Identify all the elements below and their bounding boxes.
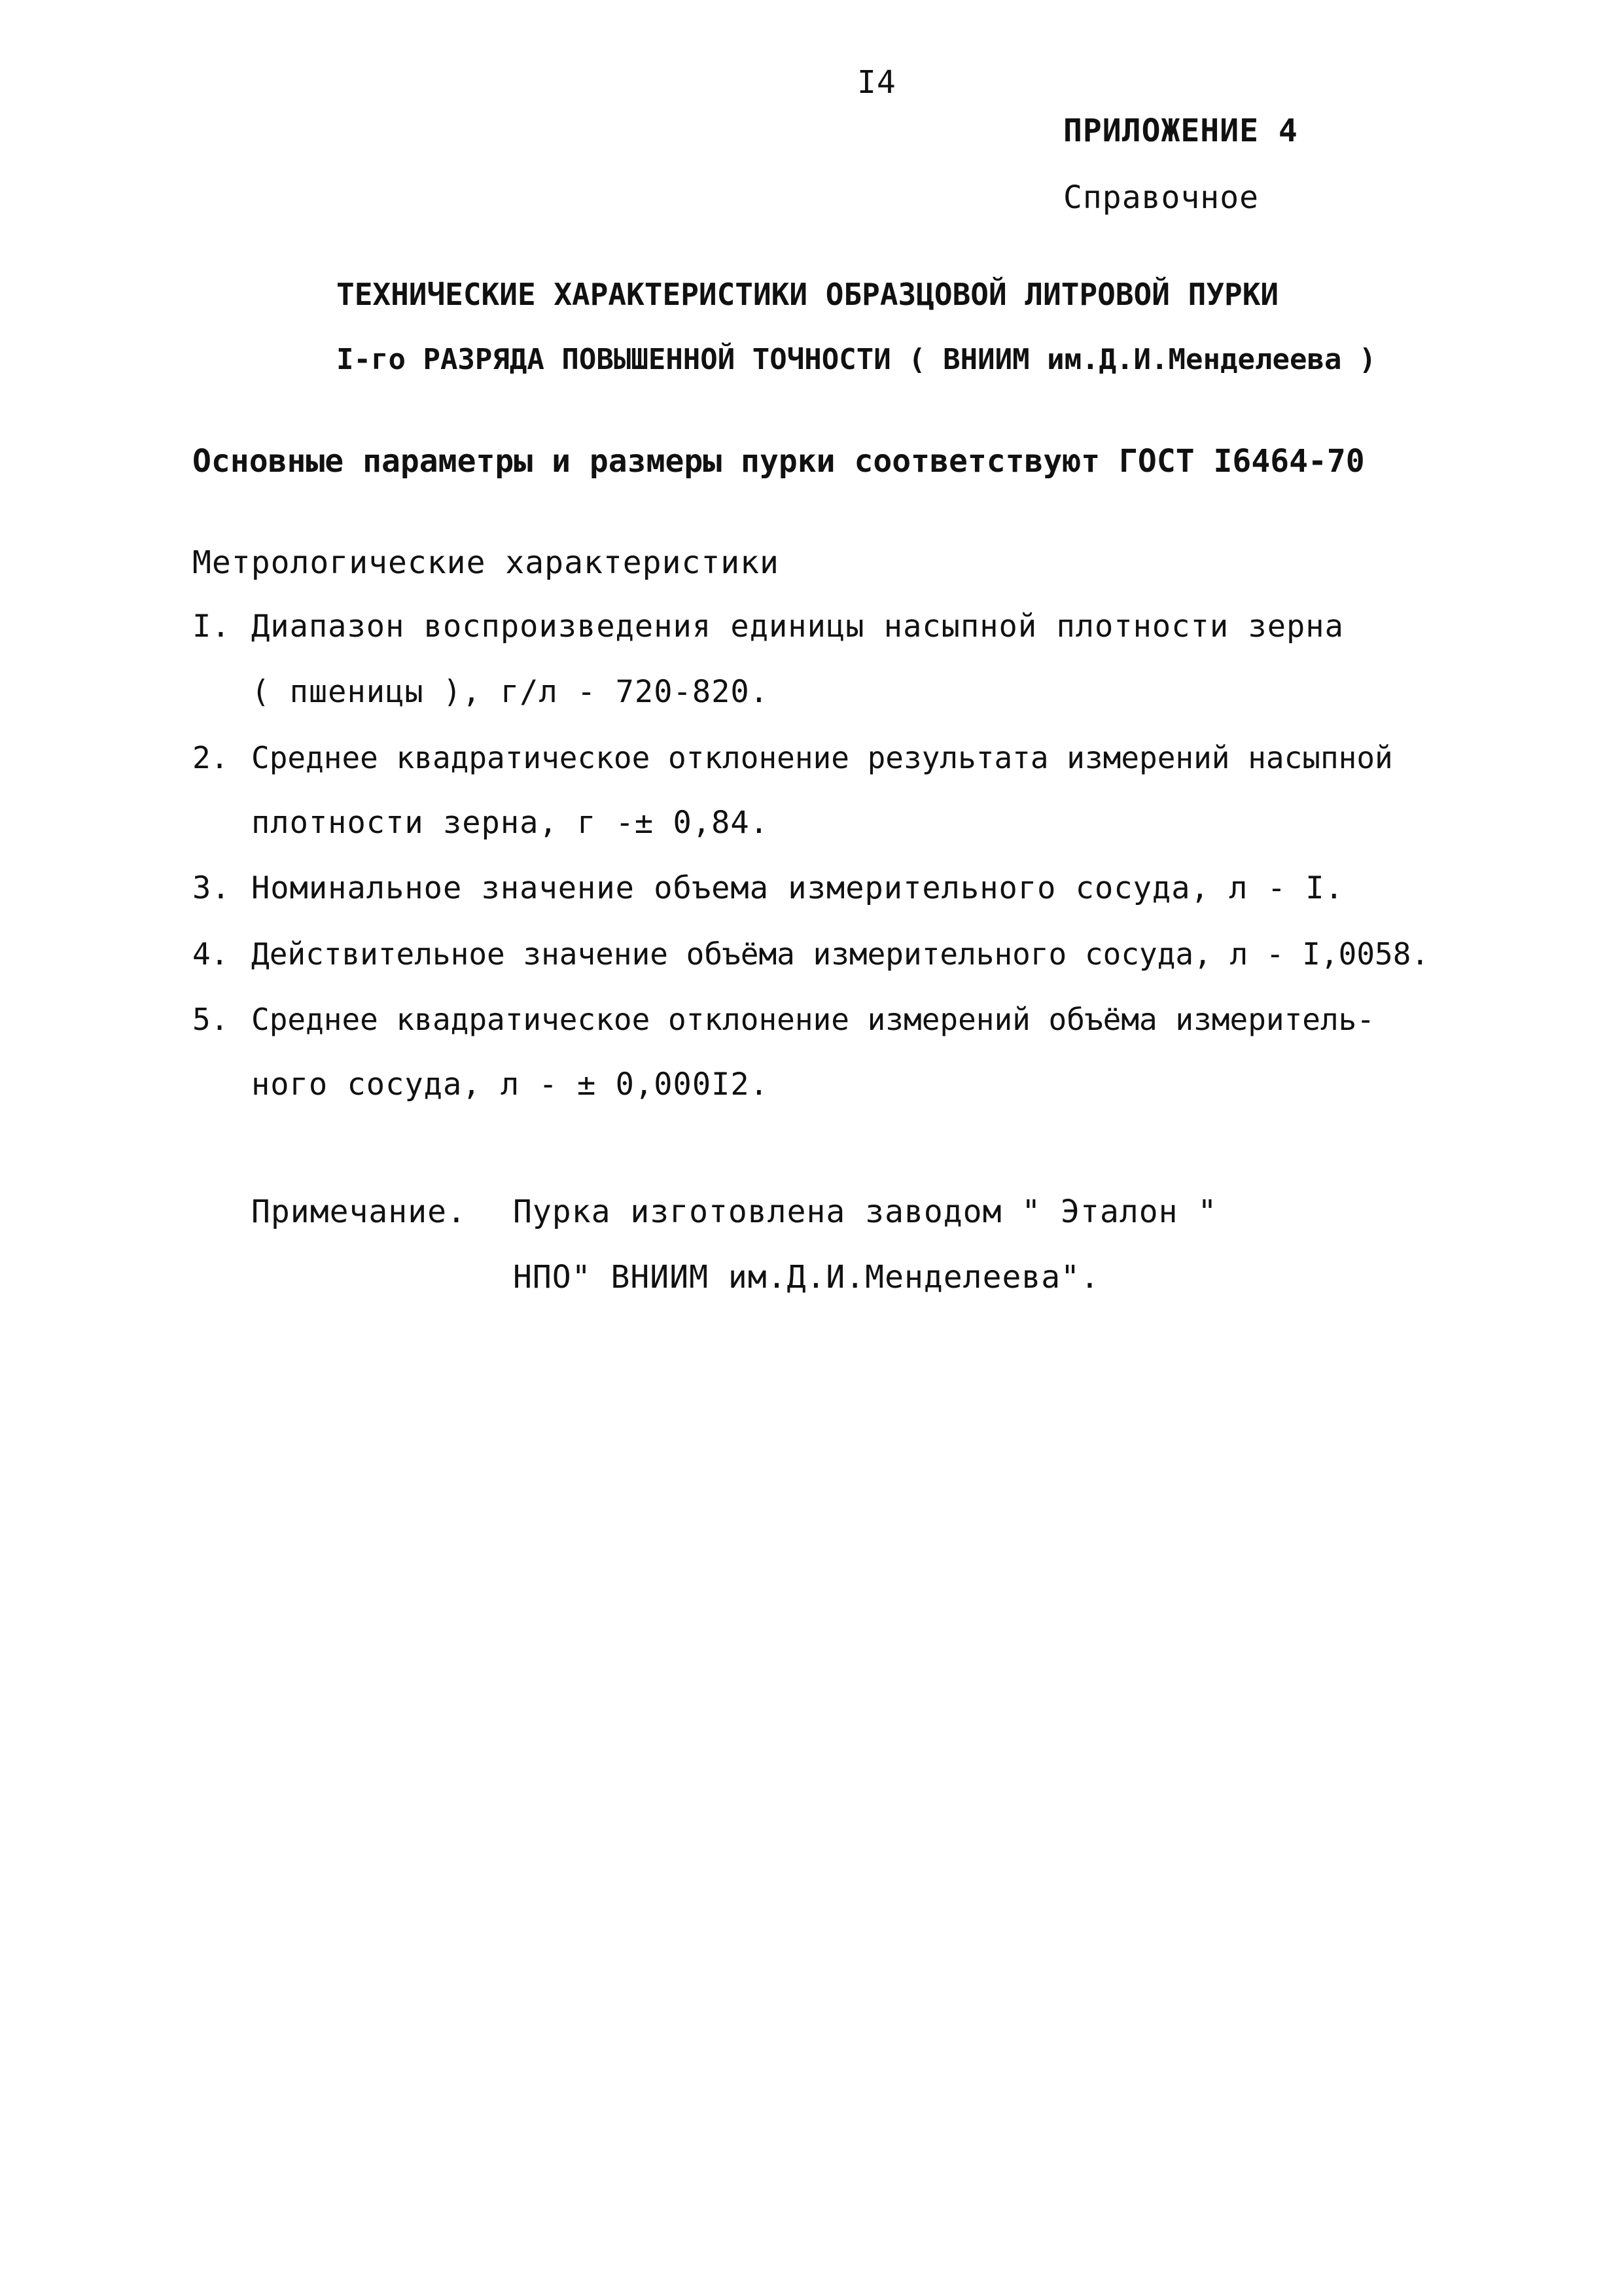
intro-text: Основные параметры и размеры пурки соответствуют ГОСТ I6464-70 [192,443,1365,480]
metrology-heading: Метрологические характеристики [192,544,779,581]
list-item-number: 4. [192,936,229,972]
list-item-1 [192,607,1344,646]
list-item-text: Среднее квадратическое отклонение результата измерений насыпной [251,740,1393,775]
note-label: Примечание. [251,1193,467,1230]
list-item-3 [192,869,1344,908]
note-line-1: Пурка изготовлена заводом " Эталон " [513,1193,1218,1230]
appendix-type: Справочное [1063,179,1259,216]
list-item-1-continuation: ( пшеницы ), г/л - 720-820. [251,674,769,710]
list-item-text: Действительное значение объёма измерительного сосуда, л - I,0058. [251,936,1430,972]
list-item-2-continuation: плотности зерна, г -± 0,84. [251,805,769,841]
appendix-label: ПРИЛОЖЕНИЕ 4 [1063,113,1298,149]
list-item-number: 3. [192,870,231,906]
page-number: I4 [857,64,896,101]
list-item-text: Диапазон воспроизведения единицы насыпной плотности зерна [251,609,1344,645]
list-item-number: 5. [192,1002,229,1037]
list-item-4 [192,934,1429,974]
title-line-2: I-го РАЗРЯДА ПОВЫШЕННОЙ ТОЧНОСТИ ( ВНИИМ им.Д.И.Менделеева ) [336,343,1377,376]
title-line-1: ТЕХНИЧЕСКИЕ ХАРАКТЕРИСТИКИ ОБРАЗЦОВОЙ ЛИТРОВОЙ ПУРКИ [336,277,1279,312]
list-item-text: Номинальное значение объема измерительного сосуда, л - I. [251,870,1344,906]
list-item-text: Среднее квадратическое отклонение измерений объёма измеритель- [251,1002,1375,1037]
list-item-number: I. [192,609,231,645]
list-item-2 [192,738,1393,777]
list-item-5-continuation: ного сосуда, л - ± 0,000I2. [251,1067,769,1103]
list-item-number: 2. [192,740,229,775]
list-item-5 [192,1000,1375,1039]
note-line-2: НПО" ВНИИМ им.Д.И.Менделеева". [513,1259,1100,1296]
